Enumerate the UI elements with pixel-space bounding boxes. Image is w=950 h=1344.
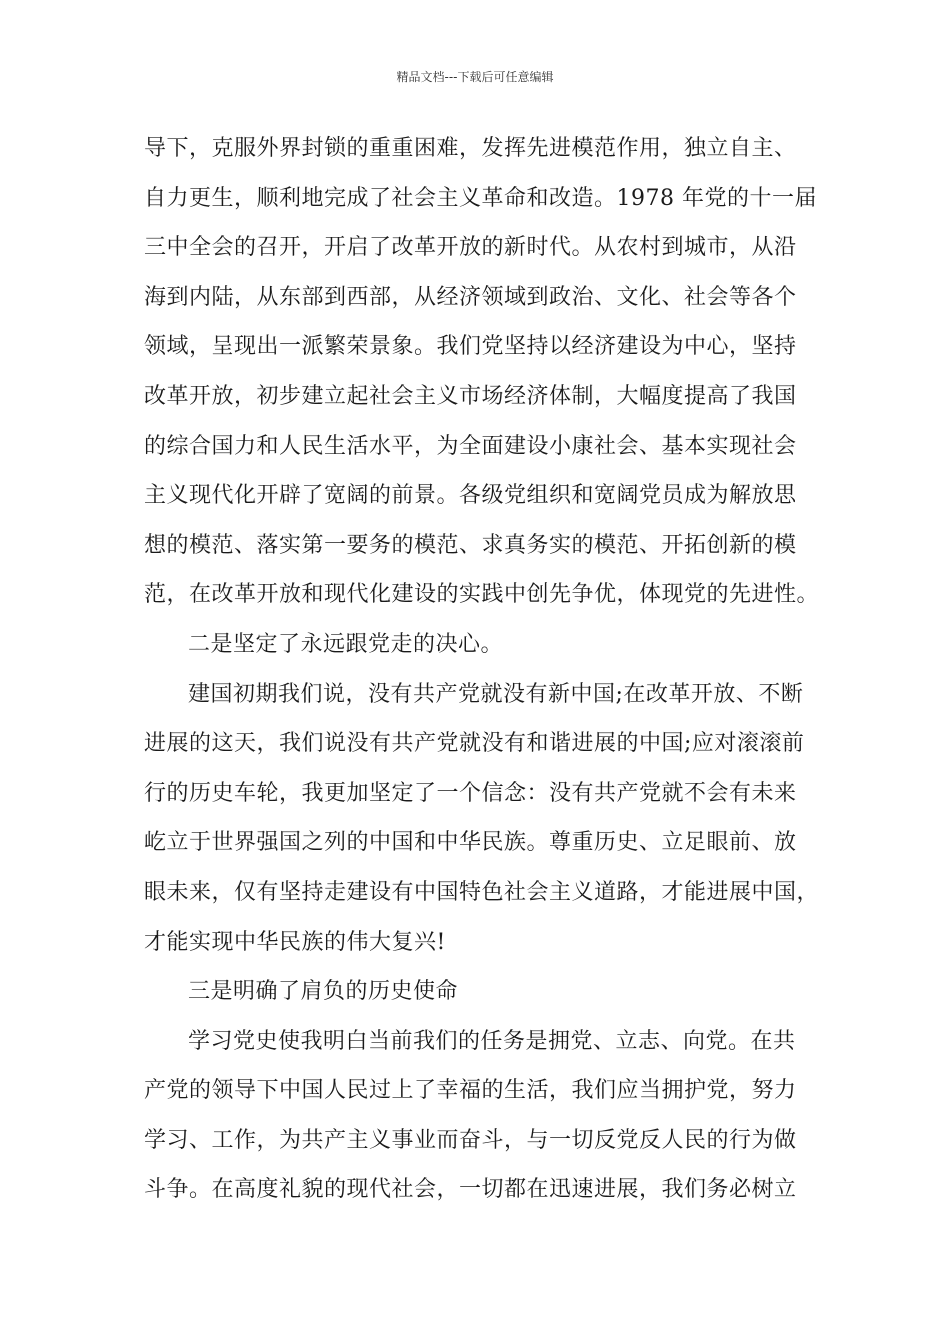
text-line: 海到内陆，从东部到西部，从经济领域到政治、文化、社会等各个 [144,284,797,310]
page-header: 精品文档---下载后可任意编辑 [396,70,554,84]
section-heading: 二是坚定了永远跟党走的决心。 [188,631,504,657]
text-line: 屹立于世界强国之列的中国和中华民族。尊重历史、立足眼前、放 [144,830,797,856]
text-line: 导下，克服外界封锁的重重困难，发挥先进模范作用，独立自主、 [144,136,797,161]
text-line: 想的模范、落实第一要务的模范、求真务实的模范、开拓创新的模 [144,532,797,558]
text-line: 眼未来，仅有坚持走建设有中国特色社会主义道路，才能进展中国， [144,879,820,905]
section-heading: 三是明确了肩负的历史使命 [188,979,459,1005]
paragraph-start-line: 学习党史使我明白当前我们的任务是拥党、立志、向党。在共 [188,1028,796,1054]
document-body [144,124,824,1215]
text-line: 范，在改革开放和现代化建设的实践中创先争优，体现党的先进性。 [144,582,820,608]
text-line: 的综合国力和人民生活水平，为全面建设小康社会、基本实现社会 [144,433,797,459]
text-line: 领域，呈现出一派繁荣景象。我们党坚持以经济建设为中心，坚持 [144,334,797,360]
text-line: 产党的领导下中国人民过上了幸福的生活，我们应当拥护党，努力 [144,1078,797,1104]
text-line: 学习、工作，为共产主义事业而奋斗，与一切反党反人民的行为做 [144,1127,797,1153]
text-line: 才能实现中华民族的伟大复兴! [144,929,446,955]
text-line: 自力更生，顺利地完成了社会主义革命和改造。1978 年党的十一届 [144,185,817,211]
paragraph-start-line: 建国初期我们说，没有共产党就没有新中国;在改革开放、不断 [188,681,804,707]
text-line: 主义现代化开辟了宽阔的前景。各级党组织和宽阔党员成为解放思 [144,483,797,509]
text-line: 行的历史车轮，我更加坚定了一个信念：没有共产党就不会有未来 [144,780,797,806]
text-line: 三中全会的召开，开启了改革开放的新时代。从农村到城市，从沿 [144,235,797,261]
text-line: 斗争。在高度礼貌的现代社会，一切都在迅速进展，我们务必树立 [144,1177,797,1203]
text-line: 进展的这天，我们说没有共产党就没有和谐进展的中国;应对滚滚前 [144,731,805,757]
text-line: 改革开放，初步建立起社会主义市场经济体制，大幅度提高了我国 [144,383,797,409]
